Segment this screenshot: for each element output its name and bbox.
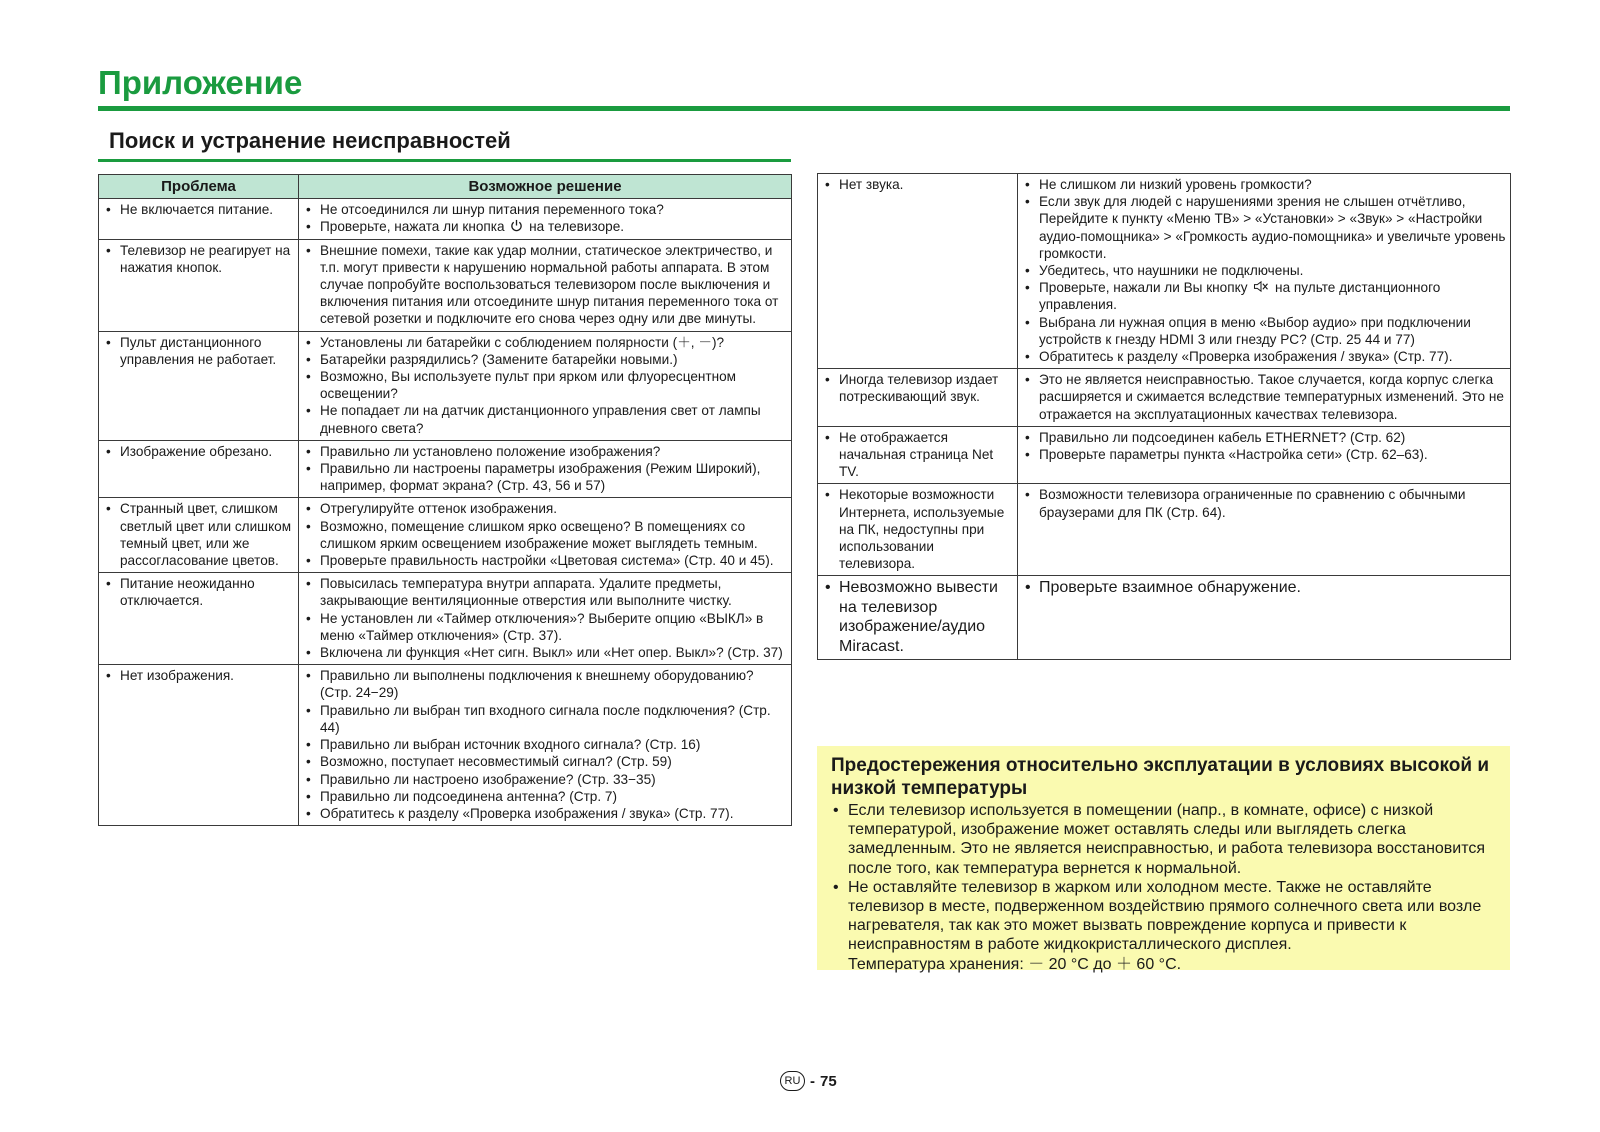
solution-item: • Правильно ли выбран источник входного сигнала? (Стр. 16) (303, 736, 787, 753)
solution-item: • Обратитесь к разделу «Проверка изображения / звука» (Стр. 77). (1022, 348, 1506, 365)
table-row (818, 484, 1511, 576)
solution-item: • Правильно ли настроены параметры изображения (Режим Широкий), например, формат экрана? (Стр. 43, 56 и 57) (303, 460, 787, 494)
solution-item: • Возможно, Вы используете пульт при ярком или флуоресцентном освещении? (303, 368, 787, 402)
table-row (818, 576, 1511, 660)
solution-text: на телевизоре. (525, 219, 625, 235)
column-header-problem: Проблема (99, 175, 299, 199)
power-icon (510, 219, 523, 232)
solution-item: • Не попадает ли на датчик дистанционного управления свет от лампы дневного света? (303, 402, 787, 436)
problem-text: • Невозможно вывести на телевизор изображение/аудио Miracast. (822, 578, 1013, 656)
problem-text: • Нет изображения. (103, 667, 294, 684)
problem-cell (99, 665, 299, 826)
section-divider (98, 159, 791, 162)
solution-item: • Внешние помехи, такие как удар молнии, статическое электричество, и т.п. могут привести к нарушению нормальной работы аппарата. В этом случае попробуйте воспользоваться телевизором после выключения и включения питания или отсоедините шнур питания переменного тока от сетевой розетки и подключите его снова через одну или две минуты. (303, 242, 787, 328)
solution-item: • Обратитесь к разделу «Проверка изображения / звука» (Стр. 77). (303, 805, 787, 822)
table-row (99, 331, 792, 440)
problem-text: • Не отображается начальная страница Net TV. (822, 429, 1013, 481)
troubleshooting-table-right (817, 173, 1511, 660)
problem-text: • Пульт дистанционного управления не работает. (103, 334, 294, 368)
storage-temperature: Температура хранения: － 20 °C до ＋ 60 °C. (848, 955, 1182, 973)
problem-cell (818, 576, 1018, 660)
solution-cell (299, 331, 792, 440)
warning-item-text: Не оставляйте телевизор в жарком или холодном месте. Также не оставляйте телевизор в месте, подверженном воздействию прямого солнечного света или возле нагревателя, так как это может вызвать повреждение корпуса и привести к неисправностям в работе жидкокристаллического дисплея. (848, 878, 1482, 954)
mute-icon (1253, 280, 1269, 293)
solution-item (1022, 279, 1506, 313)
solution-item: • Правильно ли подсоединена антенна? (Стр. 7) (303, 788, 787, 805)
warning-item (831, 878, 1496, 974)
solution-cell (1018, 576, 1511, 660)
table-row (99, 498, 792, 573)
table-row (99, 239, 792, 331)
warning-list (831, 801, 1496, 974)
solution-item: • Если звук для людей с нарушениями зрения не слышен отчётливо, Перейдите к пункту «Меню ТВ» > «Установки» > «Звук» > «Настройки аудио-помощника» > «Громкость аудио-помощника» и увеличьте уровень громкости. (1022, 193, 1506, 262)
problem-text: • Питание неожиданно отключается. (103, 575, 294, 609)
troubleshooting-table-left (98, 174, 792, 826)
solution-cell (299, 665, 792, 826)
problem-cell (99, 199, 299, 239)
solution-item: • Правильно ли установлено положение изображения? (303, 443, 787, 460)
solution-text: Проверьте, нажата ли кнопка (320, 219, 509, 235)
solution-item: • Возможности телевизора ограниченные по сравнению с обычными браузерами для ПК (Стр. 64). (1022, 486, 1506, 520)
warning-item: • Если телевизор используется в помещении (напр., в комнате, офисе) с низкой температурой, изображение может оставлять следы или выглядеть слегка замедленным. Это не является неисправностью, и работа телевизора восстановится после того, как температура вернется к нормальной. (831, 801, 1496, 878)
solution-cell (1018, 174, 1511, 369)
page-title: Приложение (98, 64, 303, 101)
problem-cell (818, 174, 1018, 369)
title-divider (98, 106, 1510, 111)
solution-item: • Это не является неисправностью. Такое случается, когда корпус слегка расширяется и сжимается вследствие температурных изменений. Это не отражается на эксплуатационных качествах телевизора. (1022, 371, 1506, 423)
problem-cell (99, 573, 299, 665)
table-row (99, 440, 792, 498)
table-row (818, 369, 1511, 427)
solution-cell (299, 573, 792, 665)
problem-cell (818, 369, 1018, 427)
solution-cell (299, 440, 792, 498)
language-badge: RU (780, 1071, 805, 1091)
warning-title: Предостережения относительно эксплуатации в условиях высокой и низкой температуры (831, 755, 1490, 799)
table-row (818, 426, 1511, 484)
table-row (99, 665, 792, 826)
problem-cell (99, 440, 299, 498)
solution-item: • Проверьте параметры пункта «Настройка сети» (Стр. 62–63). (1022, 446, 1506, 463)
solution-item: • Батарейки разрядились? (Замените батарейки новыми.) (303, 351, 787, 368)
solution-item (303, 218, 787, 235)
solution-item: • Установлены ли батарейки с соблюдением полярности (＋, －)? (303, 334, 787, 351)
table-row (99, 199, 792, 239)
solution-text: Проверьте, нажали ли Вы кнопку (1039, 280, 1252, 296)
table-row (99, 573, 792, 665)
solution-text: на пульте дистанционного управления. (1039, 280, 1441, 313)
solution-item: • Правильно ли выбран тип входного сигнала после подключения? (Стр. 44) (303, 702, 787, 736)
problem-text: • Нет звука. (822, 176, 1013, 193)
solution-item: • Включена ли функция «Нет сигн. Выкл» или «Нет опер. Выкл»? (Стр. 37) (303, 644, 787, 661)
solution-item: • Правильно ли выполнены подключения к внешнему оборудованию? (Стр. 24−29) (303, 667, 787, 701)
problem-cell (99, 239, 299, 331)
problem-text: • Странный цвет, слишком светлый цвет или слишком темный цвет, или же рассогласование цветов. (103, 500, 294, 569)
column-header-solution: Возможное решение (299, 175, 792, 199)
solution-item: • Возможно, помещение слишком ярко освещено? В помещениях со слишком ярким освещением изображение может выглядеть темным. (303, 518, 787, 552)
solution-item: • Выбрана ли нужная опция в меню «Выбор аудио» при подключении устройств к гнезду HDMI 3 или гнезду PC? (Стр. 25 44 и 77) (1022, 314, 1506, 348)
problem-cell (818, 426, 1018, 484)
problem-cell (99, 331, 299, 440)
footer-separator: - (810, 1072, 815, 1090)
solution-cell (1018, 369, 1511, 427)
solution-item: • Проверьте правильность настройки «Цветовая система» (Стр. 40 и 45). (303, 552, 787, 569)
problem-text: • Иногда телевизор издает потрескивающий звук. (822, 371, 1013, 405)
solution-cell (1018, 426, 1511, 484)
problem-text: • Некоторые возможности Интернета, используемые на ПК, недоступны при использовании телевизора. (822, 486, 1013, 572)
solution-item: • Повысилась температура внутри аппарата. Удалите предметы, закрывающие вентиляционные отверстия или выполните чистку. (303, 575, 787, 609)
solution-cell (299, 239, 792, 331)
solution-item: • Не слишком ли низкий уровень громкости? (1022, 176, 1506, 193)
solution-cell (299, 199, 792, 239)
section-title: Поиск и устранение неисправностей (109, 128, 511, 153)
solution-item: • Правильно ли настроено изображение? (Стр. 33−35) (303, 771, 787, 788)
problem-cell (99, 498, 299, 573)
table-row (818, 174, 1511, 369)
problem-text: • Телевизор не реагирует на нажатия кнопок. (103, 242, 294, 276)
solution-item: • Убедитесь, что наушники не подключены. (1022, 262, 1506, 279)
solution-item: • Не отсоединился ли шнур питания переменного тока? (303, 201, 787, 218)
solution-item: • Проверьте взаимное обнаружение. (1022, 578, 1506, 598)
solution-cell (1018, 484, 1511, 576)
temperature-warning-box (817, 746, 1510, 973)
problem-cell (818, 484, 1018, 576)
solution-item: • Возможно, поступает несовместимый сигнал? (Стр. 59) (303, 753, 787, 770)
solution-item: • Отрегулируйте оттенок изображения. (303, 500, 787, 517)
page-footer (780, 1071, 837, 1091)
page-number: 75 (820, 1072, 837, 1090)
solution-item: • Правильно ли подсоединен кабель ETHERNET? (Стр. 62) (1022, 429, 1506, 446)
problem-text: • Не включается питание. (103, 201, 294, 218)
solution-item: • Не установлен ли «Таймер отключения»? Выберите опцию «ВЫКЛ» в меню «Таймер отключения» (Стр. 37). (303, 610, 787, 644)
problem-text: • Изображение обрезано. (103, 443, 294, 460)
solution-cell (299, 498, 792, 573)
